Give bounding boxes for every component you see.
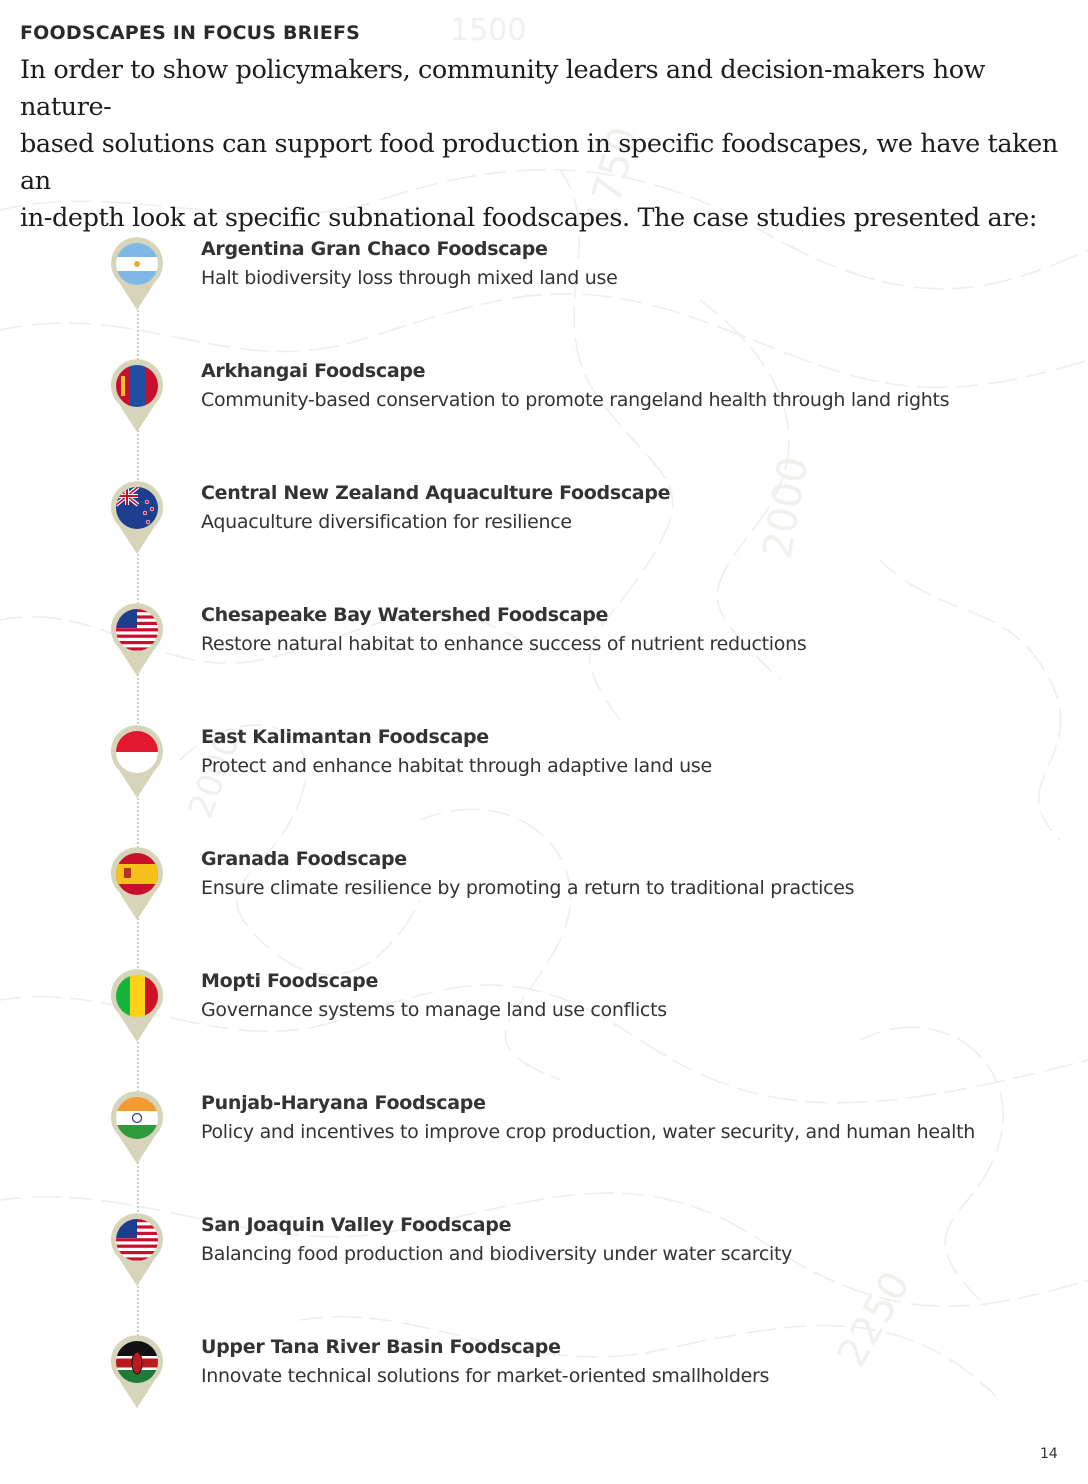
case-study-description: Ensure climate resilience by promoting a return to traditional practices	[201, 877, 855, 899]
mongolia-flag-icon	[107, 358, 167, 434]
section-kicker: FOODSCAPES IN FOCUS BRIEFS	[20, 22, 361, 44]
case-study-description: Community-based conservation to promote rangeland health through land rights	[201, 389, 950, 411]
new-zealand-flag-icon	[107, 480, 167, 556]
case-study-item[interactable]	[0, 970, 1088, 1090]
case-study-description: Governance systems to manage land use conflicts	[201, 999, 667, 1021]
case-study-item[interactable]	[0, 604, 1088, 724]
case-study-title: San Joaquin Valley Foodscape	[201, 1214, 512, 1236]
contour-label: 2000	[754, 453, 818, 562]
contour-label: 2250	[828, 1263, 920, 1375]
case-study-item[interactable]	[0, 726, 1088, 846]
case-study-item[interactable]	[0, 1092, 1088, 1212]
case-study-description: Innovate technical solutions for market-oriented smallholders	[201, 1365, 770, 1387]
case-study-title: Upper Tana River Basin Foodscape	[201, 1336, 561, 1358]
case-study-description: Protect and enhance habitat through adaptive land use	[201, 755, 712, 777]
case-study-title: Argentina Gran Chaco Foodscape	[201, 238, 548, 260]
page-number: 14	[1040, 1446, 1058, 1462]
mali-flag-icon	[107, 968, 167, 1044]
case-study-description: Halt biodiversity loss through mixed land use	[201, 267, 618, 289]
contour-label: 2000	[180, 728, 249, 824]
kenya-flag-icon	[107, 1334, 167, 1410]
case-study-title: Chesapeake Bay Watershed Foodscape	[201, 604, 609, 626]
case-study-title: East Kalimantan Foodscape	[201, 726, 489, 748]
intro-paragraph	[20, 52, 1070, 237]
intro-line: in-depth look at specific subnational foodscapes. The case studies presented are:	[20, 203, 1038, 233]
case-study-title: Central New Zealand Aquaculture Foodscape	[201, 482, 671, 504]
case-study-description: Restore natural habitat to enhance success of nutrient reductions	[201, 633, 807, 655]
case-study-title: Granada Foodscape	[201, 848, 407, 870]
case-study-item[interactable]	[0, 1336, 1088, 1456]
case-study-title: Arkhangai Foodscape	[201, 360, 426, 382]
case-study-title: Mopti Foodscape	[201, 970, 379, 992]
contour-label: 1750	[577, 122, 649, 233]
case-study-item[interactable]	[0, 238, 1088, 358]
india-flag-icon	[107, 1090, 167, 1166]
usa-flag-icon	[107, 602, 167, 678]
contour-label: 1500	[450, 13, 527, 48]
usa-flag-icon	[107, 1212, 167, 1288]
case-study-title: Punjab-Haryana Foodscape	[201, 1092, 486, 1114]
spain-flag-icon	[107, 846, 167, 922]
case-study-item[interactable]	[0, 1214, 1088, 1334]
intro-line: In order to show policymakers, community leaders and decision-makers how nature-	[20, 55, 986, 122]
case-study-description: Aquaculture diversification for resilience	[201, 511, 572, 533]
argentina-flag-icon	[107, 236, 167, 312]
case-study-item[interactable]	[0, 848, 1088, 968]
case-study-item[interactable]	[0, 482, 1088, 602]
indonesia-flag-icon	[107, 724, 167, 800]
case-study-description: Policy and incentives to improve crop production, water security, and human health	[201, 1121, 975, 1143]
case-study-description: Balancing food production and biodiversity under water scarcity	[201, 1243, 793, 1265]
intro-line: based solutions can support food production in specific foodscapes, we have taken an	[20, 129, 1058, 196]
case-study-item[interactable]	[0, 360, 1088, 480]
